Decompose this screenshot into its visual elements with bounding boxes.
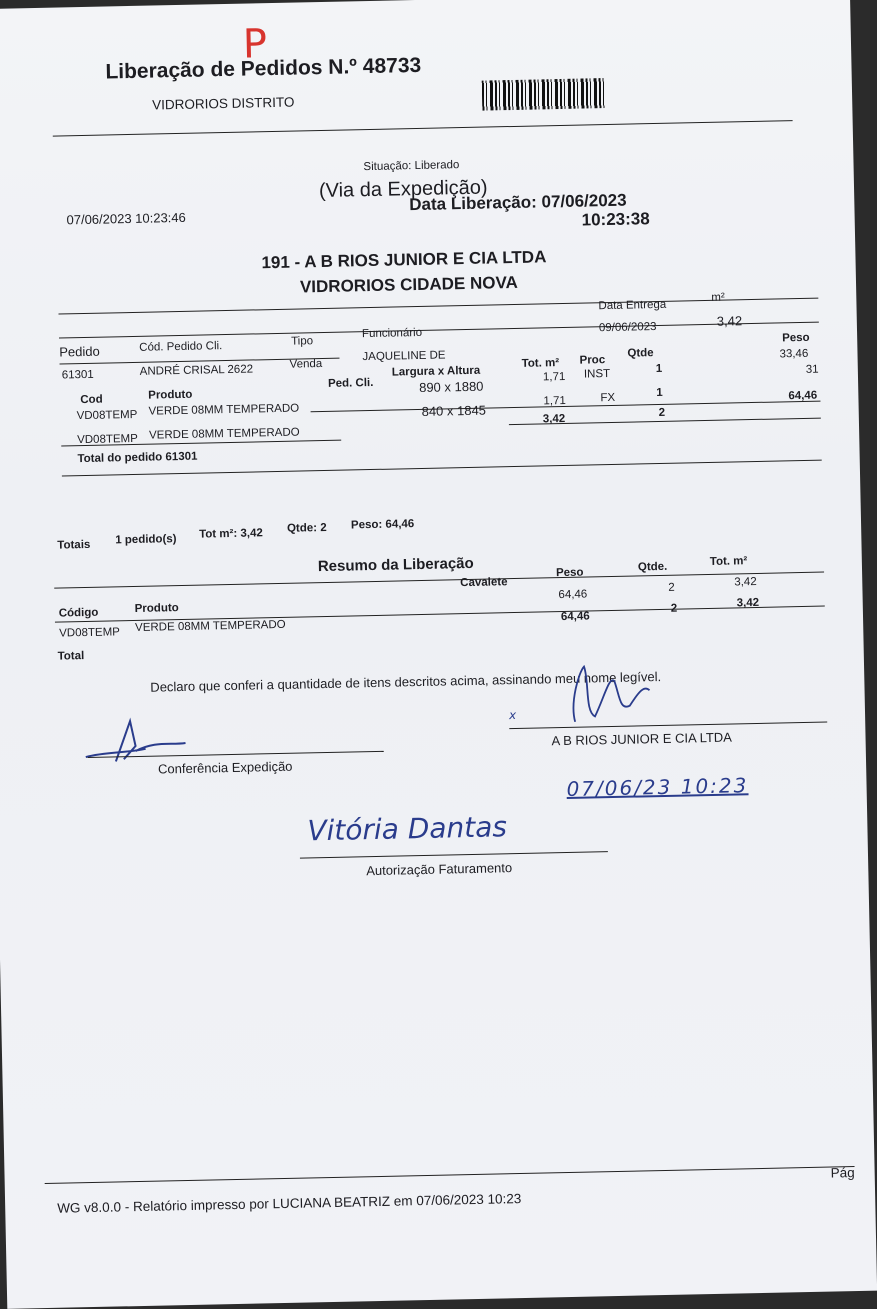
resumo-row-qtde: 2: [668, 581, 675, 594]
resumo-row-codigo: VD08TEMP: [59, 626, 121, 640]
col-ped-cli: Ped. Cli.: [327, 376, 374, 390]
col-qtde: Qtde: [627, 347, 654, 360]
item-1-peso: 31: [805, 363, 819, 376]
client-store: VIDRORIOS CIDADE NOVA: [299, 272, 519, 297]
client-signature: [564, 660, 655, 732]
client-name: 191 - A B RIOS JUNIOR E CIA LTDA: [261, 247, 547, 273]
col-proc: Proc: [579, 354, 606, 367]
col-tipo: Tipo: [291, 335, 314, 348]
resumo-col-peso: Peso: [555, 566, 584, 580]
item-1-tot-m2: 1,71: [542, 370, 566, 384]
item-1-dims: 890 x 1880: [418, 378, 484, 395]
declaration-text: Declaro que conferi a quantidade de itens descritos acima, assinando meu nome legível.: [150, 668, 662, 695]
cod-pedido-cli-value: ANDRÉ CRISAL 2622: [139, 363, 254, 378]
handwritten-name: Vitória Dantas: [307, 810, 508, 848]
col-produto: Produto: [148, 388, 193, 402]
pedido-value: 61301: [61, 368, 94, 382]
order-sum-qtde: 2: [658, 406, 666, 419]
release-time: 10:23:38: [581, 209, 650, 230]
barcode: [482, 78, 607, 111]
order-sum-peso: 64,46: [788, 389, 818, 403]
resumo-row-tot-m2: 3,42: [734, 575, 757, 589]
resumo-top-rule: [54, 572, 824, 589]
footer-page: Pág: [830, 1165, 855, 1181]
resumo-total-m2: 3,42: [736, 596, 760, 610]
item-2-cod: VD08TEMP: [77, 432, 138, 447]
resumo-total-label: Total: [57, 650, 85, 663]
col-pedido: Pedido: [59, 343, 100, 360]
footer-rule: [45, 1166, 855, 1184]
item-1-cod: VD08TEMP: [76, 408, 138, 423]
peso-value: 33,46: [779, 347, 809, 361]
copy-type: (Via da Expedição): [318, 176, 488, 203]
m2-value: 3,42: [716, 313, 743, 329]
col-peso: Peso: [782, 331, 810, 345]
item-2-proc: FX: [600, 391, 616, 405]
item-2-dims: 840 x 1845: [421, 402, 487, 419]
data-entrega-value: 09/06/2023: [598, 321, 657, 335]
resumo-col-cavalete: Cavalete: [460, 576, 508, 590]
item-1-produto: VERDE 08MM TEMPERADO: [148, 402, 300, 418]
resumo-col-codigo: Código: [58, 606, 99, 620]
client-signature-line: [509, 722, 827, 730]
handwritten-date: 07/06/23 10:23: [566, 773, 749, 801]
page-title: Liberação de Pedidos N.º 48733: [105, 53, 422, 84]
order-table-top-rule: [58, 298, 818, 315]
totals-label: Totais: [57, 538, 91, 552]
col-cod-pedido-cli: Cód. Pedido Cli.: [139, 340, 223, 354]
item-1-proc: INST: [583, 367, 611, 381]
footer-report: WG v8.0.0 - Relatório impresso por LUCIANA BEATRIZ em 07/06/2023 10:23: [57, 1191, 522, 1216]
order-header-rule: [59, 322, 819, 339]
resumo-total-qtde: 2: [670, 602, 678, 615]
funcionario-value: JAQUELINE DE: [362, 349, 446, 364]
item-2-produto: VERDE 08MM TEMPERADO: [148, 426, 300, 442]
totals-m2: Tot m²: 3,42: [199, 527, 263, 541]
resumo-row-produto: VERDE 08MM TEMPERADO: [134, 618, 286, 634]
autorizacao-label: Autorização Faturamento: [366, 860, 513, 879]
tipo-value: Venda: [289, 358, 323, 371]
item-2-qtde: 1: [656, 386, 663, 400]
col-data-entrega: Data Entrega: [598, 298, 667, 313]
col-larg-alt: Largura x Altura: [391, 364, 481, 379]
signature-x-mark: x: [508, 708, 517, 723]
conferencia-label: Conferência Expedição: [157, 758, 293, 777]
col-cod: Cod: [80, 393, 103, 407]
resumo-col-produto: Produto: [134, 602, 179, 616]
resumo-title: Resumo da Liberação: [317, 554, 474, 576]
header-divider: [53, 120, 793, 136]
autorizacao-signature-line: [300, 851, 608, 858]
col-m2: m²: [711, 291, 725, 304]
totals-qtde: Qtde: 2: [286, 521, 327, 535]
totals-peso: Peso: 64,46: [350, 518, 415, 532]
col-tot-m2: Tot. m²: [521, 357, 560, 370]
resumo-row-peso: 64,46: [558, 588, 588, 602]
totals-pedidos: 1 pedido(s): [115, 533, 177, 547]
item-2-tot-m2: 1,71: [543, 394, 566, 408]
resumo-col-qtde: Qtde.: [637, 560, 668, 574]
item-1-qtde: 1: [655, 362, 663, 376]
order-sum-m2: 3,42: [542, 412, 566, 426]
col-funcionario: Funcionário: [361, 326, 423, 341]
resumo-col-tot-m2: Tot. m²: [709, 555, 748, 568]
print-datetime: 07/06/2023 10:23:46: [66, 209, 186, 228]
branch-subtitle: VIDRORIOS DISTRITO: [151, 94, 295, 113]
handwritten-mark: P: [242, 21, 268, 68]
status-text: Situação: Liberado: [363, 159, 460, 174]
release-date: Data Liberação: 07/06/2023: [409, 190, 627, 215]
resumo-total-peso: 64,46: [560, 610, 590, 624]
order-total-label: Total do pedido 61301: [77, 450, 198, 466]
company-label: A B RIOS JUNIOR E CIA LTDA: [551, 729, 733, 749]
